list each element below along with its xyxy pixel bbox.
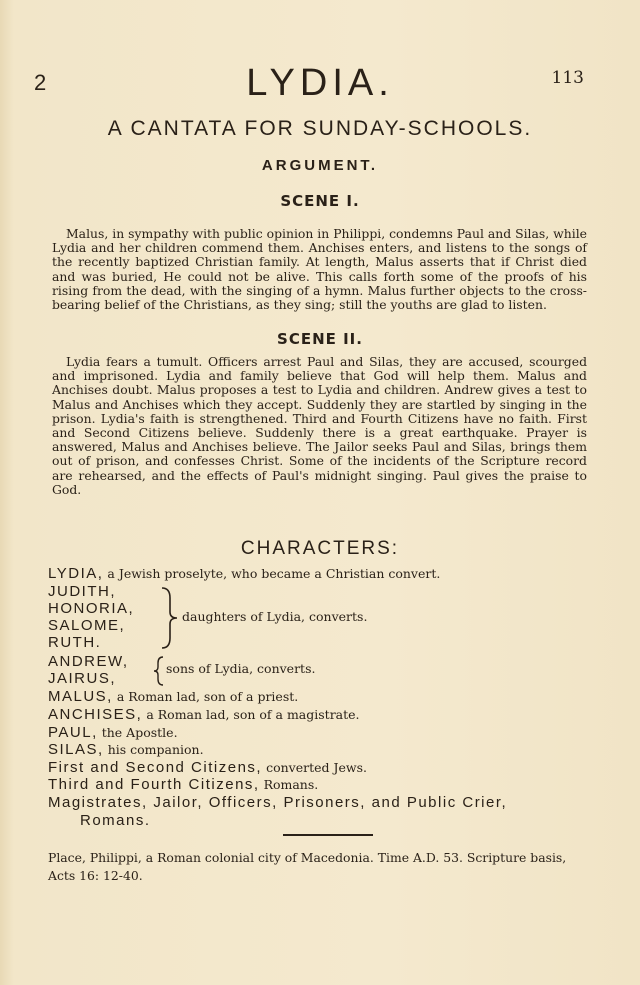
- character-lydia: [48, 565, 440, 582]
- character-salome: [48, 617, 125, 634]
- character-andrew: [48, 653, 129, 670]
- character-first-second-citizens: [48, 759, 367, 776]
- page-number-left: 2: [34, 70, 47, 95]
- scene-1-paragraph: Malus, in sympathy with public opinion in Philippi, condemns Paul and Silas, while Lydia and her children commend them. Anchises enters, and listens to the songs of the recently baptized Christian family. At length, Malus asserts that if Christ died and was buried, He could not be alive. This calls forth some of the proofs of his rising from the dead, with the singing of a hymn. Malus further objects to the cross-bearing belief of the Christians, as they sing; still the youths are glad to listen.: [52, 226, 587, 313]
- character-third-fourth-citizens: [48, 776, 318, 793]
- character-name: SALOME,: [48, 617, 126, 634]
- character-name: RUTH.: [48, 634, 102, 651]
- page-number-right: 113: [551, 68, 584, 88]
- argument-heading: ARGUMENT.: [261, 157, 379, 174]
- character-malus: [48, 688, 298, 705]
- character-desc: a Jewish proselyte, who became a Christian convert.: [107, 566, 441, 581]
- character-judith: [48, 583, 116, 600]
- character-name: SILAS,: [48, 741, 104, 758]
- scene-1-heading: SCENE I.: [280, 192, 360, 210]
- character-name: LYDIA,: [48, 565, 104, 582]
- character-romans: [80, 812, 151, 829]
- brace-sons: [153, 655, 167, 687]
- character-name: ANDREW,: [48, 653, 129, 670]
- character-name: JAIRUS,: [48, 670, 117, 687]
- subtitle: A CANTATA FOR SUNDAY-SCHOOLS.: [107, 117, 533, 140]
- character-ruth: [48, 634, 101, 651]
- character-desc: a Roman lad, son of a priest.: [116, 689, 299, 704]
- daughters-desc: daughters of Lydia, converts.: [182, 609, 368, 624]
- character-name: HONORIA,: [48, 600, 135, 617]
- character-name: MALUS,: [48, 688, 113, 705]
- character-name: ANCHISES,: [48, 706, 143, 723]
- character-desc: converted Jews.: [266, 760, 367, 775]
- character-jairus: [48, 670, 116, 687]
- character-honoria: [48, 600, 134, 617]
- character-name: Third and Fourth Citizens,: [48, 776, 260, 793]
- footer-note: Place, Philippi, a Roman colonial city of Macedonia. Time A.D. 53. Scripture basis, Acts 16: 12-40.: [48, 850, 567, 883]
- character-name: First and Second Citizens,: [48, 759, 263, 776]
- character-desc: his companion.: [107, 742, 204, 757]
- character-silas: [48, 741, 204, 758]
- character-desc: the Apostle.: [101, 725, 178, 740]
- character-magistrates: [48, 794, 507, 811]
- character-name: Romans.: [80, 812, 151, 829]
- scene-2-heading: SCENE II.: [277, 330, 363, 348]
- character-name: Magistrates, Jailor, Officers, Prisoners, and Public Crier,: [48, 794, 508, 811]
- brace-daughters: [158, 586, 180, 650]
- character-paul: [48, 724, 178, 741]
- character-desc: a Roman lad, son of a magistrate.: [146, 707, 360, 722]
- sons-desc: sons of Lydia, converts.: [166, 661, 316, 676]
- page-title: LYDIA.: [246, 62, 394, 104]
- character-name: PAUL,: [48, 724, 98, 741]
- character-anchises: [48, 706, 360, 723]
- character-desc: Romans.: [263, 777, 319, 792]
- characters-heading: CHARACTERS:: [240, 538, 400, 559]
- character-name: JUDITH,: [48, 583, 116, 600]
- divider-rule: [283, 834, 373, 836]
- scene-2-paragraph: Lydia fears a tumult. Officers arrest Paul and Silas, they are accused, scourged and imprisoned. Lydia and family believe that God will help them. Malus and Anchises doubt. Malus proposes a test to Lydia and children. Andrew gives a test to Malus and Anchises which they accept. Suddenly they are startled by singing in the prison. Lydia's faith is strengthened. Third and Fourth Citizens have no faith. First and Second Citizens believe. Suddenly there is a great earthquake. Prayer is answered, Malus and Anchises believe. The Jailor seeks Paul and Silas, brings them out of prison, and confesses Christ. Some of the incidents of the Scripture record are rehearsed, and the effects of Paul's midnight singing. Paul gives the praise to God.: [52, 354, 587, 497]
